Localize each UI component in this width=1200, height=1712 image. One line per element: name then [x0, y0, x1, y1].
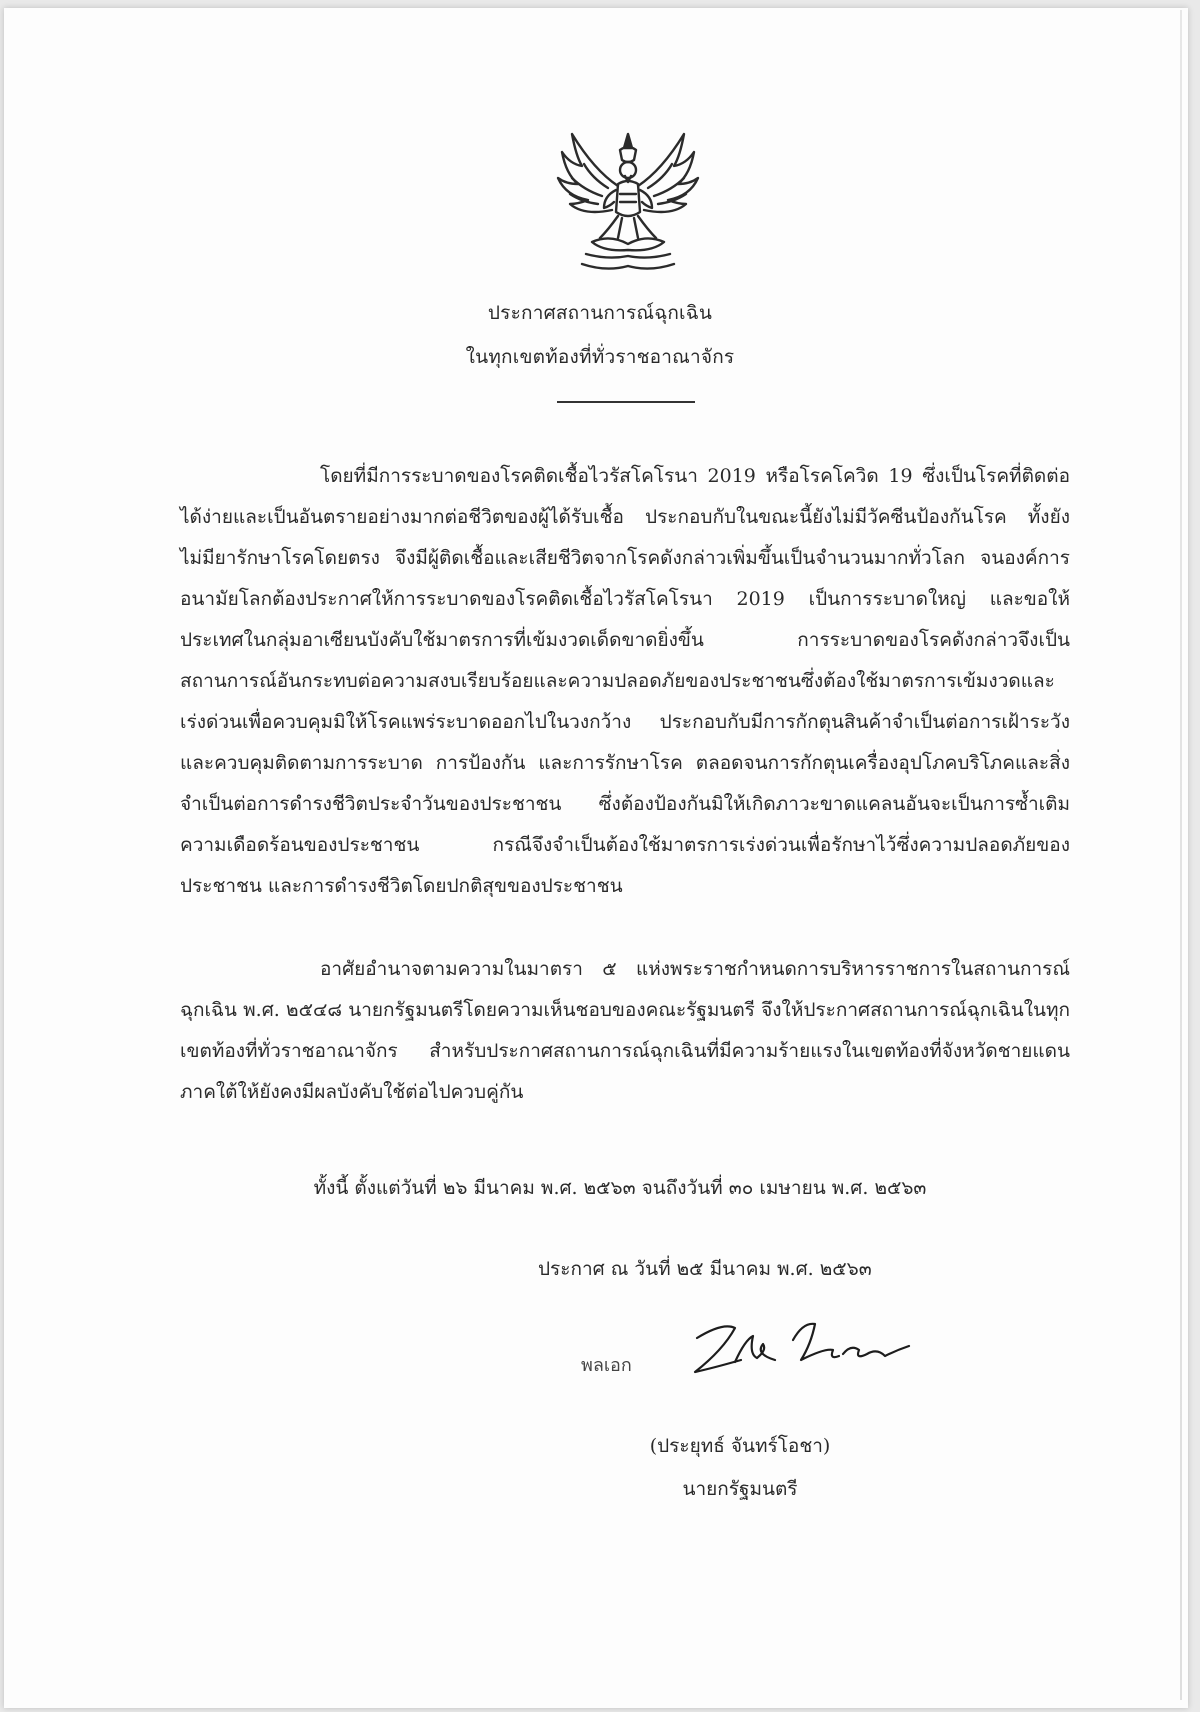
title-line-2: ในทุกเขตท้องที่ทั่วราชอาณาจักร	[465, 346, 735, 368]
title-line-1: ประกาศสถานการณ์ฉุกเฉิน	[487, 302, 713, 324]
signatory-position: นายกรัฐมนตรี	[682, 1478, 798, 1500]
paragraph-2: อาศัยอำนาจตามความในมาตรา ๕ แห่งพระราชกำหนดการบริหารราชการในสถานการณ์ฉุกเฉิน พ.ศ. ๒๕๔๘ นายกรัฐมนตรีโดยความเห็นชอบของคณะรัฐมนตรี จึงให้ประกาศสถานการณ์ฉุกเฉินในทุกเขตท้องที่ทั่วราชอาณาจักร สำหรับประกาศสถานการณ์ฉุกเฉินที่มีความร้ายแรงในเขตท้องที่จังหวัดชายแดนภาคใต้ให้ยังคงมีผลบังคับใช้ต่อไปควบคู่กัน	[180, 958, 1070, 1103]
garuda-emblem-icon	[548, 126, 708, 276]
signature-mark	[683, 1310, 923, 1390]
signatory-name: (ประยุทธ์ จันทร์โอชา)	[649, 1435, 831, 1457]
paragraph-1: โดยที่มีการระบาดของโรคติดเชื้อไวรัสโคโรนา 2019 หรือโรคโควิด 19 ซึ่งเป็นโรคที่ติดต่อได้ง่ายและเป็นอันตรายอย่างมากต่อชีวิตของผู้ได้รับเชื้อ ประกอบกับในขณะนี้ยังไม่มีวัคซีนป้องกันโรค ทั้งยังไม่มียารักษาโรคโดยตรง จึงมีผู้ติดเชื้อและเสียชีวิตจากโรคดังกล่าวเพิ่มขึ้นเป็นจำนวนมากทั่วโลก จนองค์การอนามัยโลกต้องประกาศให้การระบาดของโรคติดเชื้อไวรัสโคโรนา 2019 เป็นการระบาดใหญ่ และขอให้ประเทศในกลุ่มอาเซียนบังคับใช้มาตรการที่เข้มงวดเด็ดขาดยิ่งขึ้น การระบาดของโรคดังกล่าวจึงเป็นสถานการณ์อันกระทบต่อความสงบเรียบร้อยและความปลอดภัยของประชาชนซึ่งต้องใช้มาตรการเข้มงวดและเร่งด่วนเพื่อควบคุมมิให้โรคแพร่ระบาดออกไปในวงกว้าง ประกอบกับมีการกักตุนสินค้าจำเป็นต่อการเฝ้าระวังและควบคุมติดตามการระบาด การป้องกัน และการรักษาโรค ตลอดจนการกักตุนเครื่องอุปโภคบริโภคและสิ่งจำเป็นต่อการดำรงชีวิตประจำวันของประชาชน ซึ่งต้องป้องกันมิให้เกิดภาวะขาดแคลนอันจะเป็นการซ้ำเติมความเดือดร้อนของประชาชน กรณีจึงจำเป็นต้องใช้มาตรการเร่งด่วนเพื่อรักษาไว้ซึ่งความปลอดภัยของประชาชน และการดำรงชีวิตโดยปกติสุขของประชาชน	[180, 465, 1070, 897]
signatory-rank: พลเอก	[581, 1355, 632, 1376]
page-edge	[1180, 10, 1182, 1700]
effective-dates: ทั้งนี้ ตั้งแต่วันที่ ๒๖ มีนาคม พ.ศ. ๒๕๖๓ จนถึงวันที่ ๓๐ เมษายน พ.ศ. ๒๕๖๓	[313, 1177, 927, 1199]
announcement-date: ประกาศ ณ วันที่ ๒๕ มีนาคม พ.ศ. ๒๕๖๓	[538, 1258, 872, 1280]
divider	[557, 401, 695, 403]
